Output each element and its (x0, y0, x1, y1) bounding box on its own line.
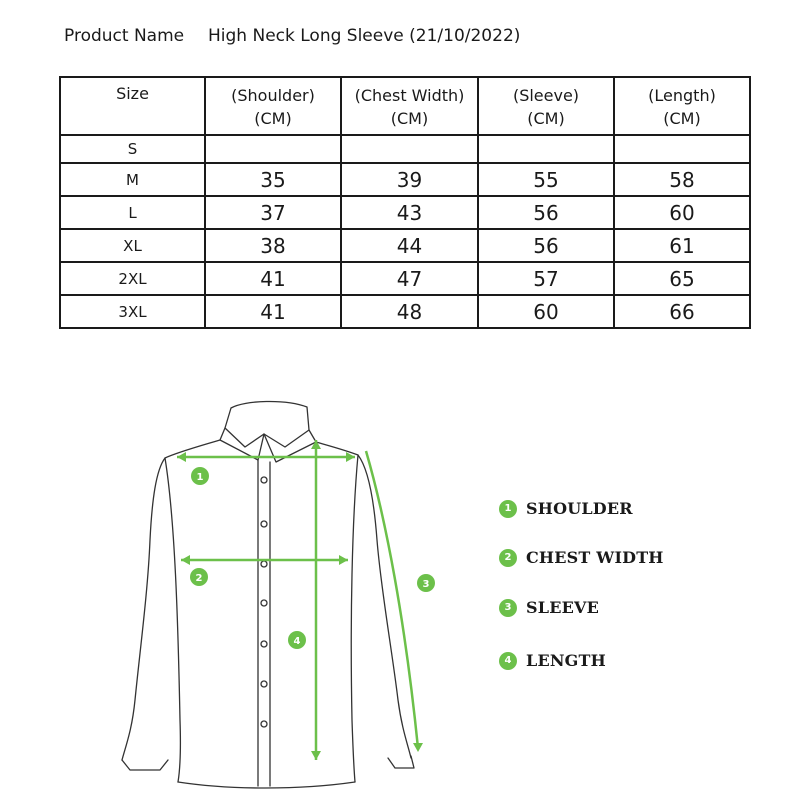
size-cell: M (60, 163, 205, 196)
legend-label: SLEEVE (526, 598, 600, 617)
sleeve-cell: 60 (478, 295, 614, 328)
product-name-value: High Neck Long Sleeve (21/10/2022) (208, 26, 521, 46)
shoulder-cell: 35 (205, 163, 341, 196)
shoulder-cell: 38 (205, 229, 341, 262)
sleeve-cell: 55 (478, 163, 614, 196)
size-cell: L (60, 196, 205, 229)
header-shoulder: (Shoulder) (CM) (205, 77, 341, 135)
legend-item-length (499, 650, 606, 670)
marker-1-icon: 1 (499, 500, 517, 518)
header-length: (Length) (CM) (614, 77, 750, 135)
measurement-lines (177, 440, 418, 760)
table-row (60, 262, 750, 295)
table-row (60, 163, 750, 196)
size-cell: S (60, 135, 205, 163)
shoulder-cell (205, 135, 341, 163)
size-cell: XL (60, 229, 205, 262)
length-cell: 65 (614, 262, 750, 295)
marker-4-icon: 4 (499, 652, 517, 670)
header-chest-width: (Chest Width) (CM) (341, 77, 478, 135)
length-cell (614, 135, 750, 163)
size-cell: 3XL (60, 295, 205, 328)
product-name-label: Product Name (64, 26, 185, 46)
length-cell: 66 (614, 295, 750, 328)
svg-text:3: 3 (422, 579, 430, 590)
product-name-line (64, 26, 520, 46)
shoulder-cell: 37 (205, 196, 341, 229)
legend-item-chest-width (499, 547, 664, 567)
marker-2-icon: 2 (499, 549, 517, 567)
sleeve-cell: 56 (478, 196, 614, 229)
header-sleeve: (Sleeve) (CM) (478, 77, 614, 135)
svg-text:1: 1 (196, 472, 204, 483)
chest-width-cell (341, 135, 478, 163)
size-cell: 2XL (60, 262, 205, 295)
shirt-illustration (0, 380, 810, 810)
svg-text:2: 2 (195, 573, 203, 584)
shoulder-cell: 41 (205, 262, 341, 295)
length-cell: 61 (614, 229, 750, 262)
measurement-arrowheads (177, 440, 423, 760)
legend-item-shoulder (499, 498, 633, 518)
table-row (60, 196, 750, 229)
table-row (60, 229, 750, 262)
legend-label: CHEST WIDTH (526, 548, 664, 567)
chest-width-cell: 48 (341, 295, 478, 328)
sleeve-cell (478, 135, 614, 163)
shirt-outline (122, 401, 414, 788)
sleeve-cell: 57 (478, 262, 614, 295)
measurement-figure (0, 380, 810, 810)
header-size: Size (60, 77, 205, 135)
length-cell: 58 (614, 163, 750, 196)
chest-width-cell: 47 (341, 262, 478, 295)
legend-label: SHOULDER (526, 499, 633, 518)
size-chart-table (59, 76, 751, 329)
table-row (60, 295, 750, 328)
legend-item-sleeve (499, 597, 599, 617)
chest-width-cell: 43 (341, 196, 478, 229)
marker-3-icon: 3 (499, 599, 517, 617)
table-row (60, 135, 750, 163)
svg-text:4: 4 (293, 636, 301, 647)
shoulder-cell: 41 (205, 295, 341, 328)
legend-label: LENGTH (526, 651, 606, 670)
sleeve-line (366, 451, 418, 748)
measurement-markers (190, 467, 435, 649)
sleeve-cell: 56 (478, 229, 614, 262)
length-cell: 60 (614, 196, 750, 229)
chest-width-cell: 44 (341, 229, 478, 262)
table-header-row (60, 77, 750, 135)
chest-width-cell: 39 (341, 163, 478, 196)
